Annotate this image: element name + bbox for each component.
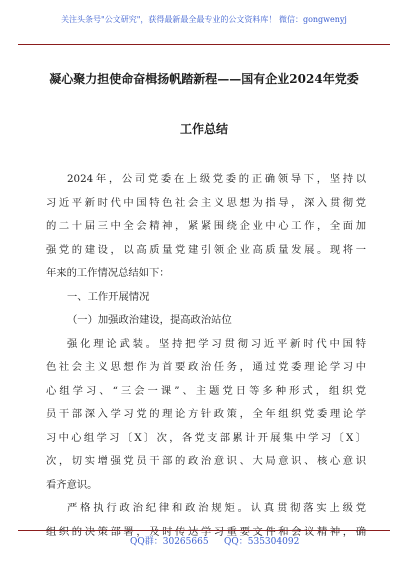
body-line: 习中心组学习〔X〕次，各党支部累计开展集中学习〔X〕 [46, 431, 366, 444]
body-line: 习近平新时代中国特色社会主义思想为指导，深入贯彻党 [46, 196, 366, 209]
document-body [46, 168, 366, 544]
body-line: 次，切实增强党员干部的政治意识、大局意识、核心意识 [46, 455, 366, 467]
header-banner: 关注头条号"公文研究"，获得最新最全最专业的公文资料库！ 微信：gongwenyj [61, 15, 347, 24]
body-line: 员干部深入学习党的理论方针政策，全年组织党委理论学 [46, 408, 366, 420]
footer-qq-group: QQ群：30265665 [130, 537, 209, 547]
body-line: 的二十届三中全会精神，紧紧围绕企业中心工作，全面加 [46, 220, 366, 232]
subsection-heading: （一）加强政治建设，提高政治站位 [67, 314, 232, 326]
body-line: 严格执行政治纪律和政治规矩。认真贯彻落实上级党 [67, 502, 366, 514]
body-line: 2024年，公司党委在上级党委的正确领导下，坚持以 [67, 173, 366, 185]
body-line: 色社会主义思想作为首要政治任务，通过党委理论学习中 [46, 361, 366, 373]
body-line: 心组学习、“三会一课”、主题党日等多种形式，组织党 [46, 384, 366, 397]
body-line: 组织的决策部署，及时传达学习重要文件和会议精神，确 [46, 525, 366, 538]
body-line: 看齐意识。 [46, 478, 98, 491]
body-line: 强党的建设，以高质量党建引领企业高质量发展。现将一 [46, 243, 366, 256]
document-title-continued: 工作总结 [179, 122, 228, 136]
header-divider [18, 44, 390, 45]
footer-divider [18, 530, 390, 531]
body-line: 强化理论武装。坚持把学习贯彻习近平新时代中国特 [67, 337, 366, 350]
section-heading: 一、工作开展情况 [67, 290, 150, 303]
body-line: 年来的工作情况总结如下： [46, 267, 170, 279]
footer-qq-contact: QQ：535304092 [224, 537, 300, 547]
document-title: 凝心聚力担使命奋楫扬帆踏新程——国有企业2024年党委 [49, 72, 359, 86]
